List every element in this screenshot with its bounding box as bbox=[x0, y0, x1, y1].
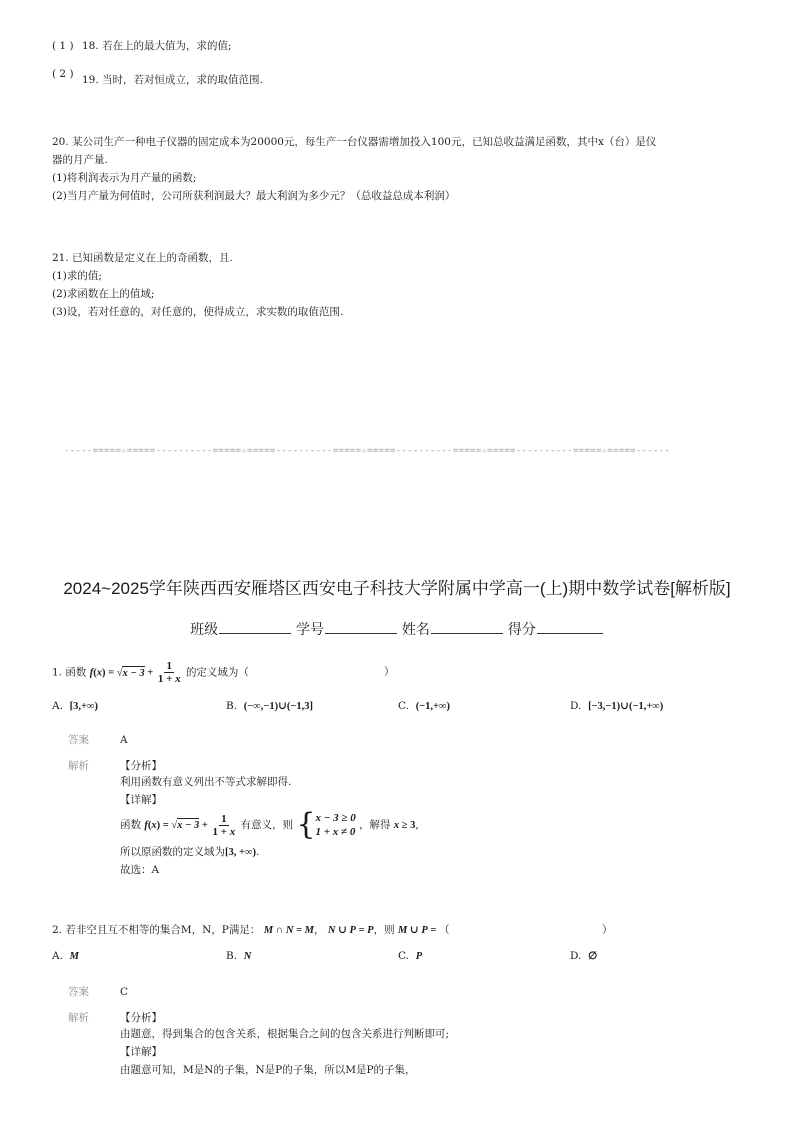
q1-answer-label: 答案 bbox=[68, 734, 89, 746]
q1-choose: 故选：A bbox=[120, 864, 160, 876]
q2-close-paren: ） bbox=[602, 924, 613, 936]
q2-xiangjie-tag: 【详解】 bbox=[120, 1046, 162, 1058]
q2-detail: 由题意可知，M是N的子集，N是P的子集，所以M是P的子集， bbox=[120, 1064, 416, 1076]
field-class-blank[interactable] bbox=[219, 620, 291, 634]
q21-sub3: (3)设，若对任意的，对任意的，使得成立，求实数的取值范围. bbox=[52, 306, 344, 318]
q21-line1: 21. 已知函数是定义在上的奇函数，且. bbox=[52, 252, 233, 264]
q2-option-b[interactable]: B. N bbox=[226, 950, 252, 962]
q1-stem: 1. 函数 f(x) = √x − 3 + $\frac{1}{1 + x}$ 的定义域为（ bbox=[52, 660, 249, 685]
exam-title: 2024~2025学年陕西西安雁塔区西安电子科技大学附属中学高一(上)期中数学试卷[解析版] bbox=[63, 579, 731, 598]
q1-analysis-label: 解析 bbox=[68, 760, 89, 772]
q18-text: 18. 若在上的最大值为，求的值; bbox=[82, 40, 232, 52]
q1-option-b[interactable]: B. (−∞,−1)∪(−1,3] bbox=[226, 700, 313, 712]
q1-option-c[interactable]: C. (−1,+∞) bbox=[398, 700, 451, 712]
q1-fenxi-tag: 【分析】 bbox=[120, 760, 162, 772]
q2-option-a[interactable]: A. M bbox=[52, 950, 79, 962]
q20-sub2: (2)当月产量为何值时，公司所获利润最大？最大利润为多少元？（总收益总成本利润） bbox=[52, 190, 456, 202]
field-score-blank[interactable] bbox=[537, 620, 603, 634]
q2-analysis-label: 解析 bbox=[68, 1012, 89, 1024]
q19-tag: ( 2 ) bbox=[52, 68, 74, 80]
q1-conclusion: 所以原函数的定义域为[3, +∞). bbox=[120, 846, 260, 858]
page-divider: -----=====☆=====----------=====☆=====----------=====☆=====----------=====☆=====----------=====☆=====------ bbox=[64, 446, 671, 456]
q1-stem-suffix: 的定义域为（ bbox=[185, 666, 249, 679]
q21-sub2: (2)求函数在上的值域; bbox=[52, 288, 155, 300]
q1-fenxi-text: 利用函数有意义列出不等式求解即得. bbox=[120, 776, 292, 788]
q20-sub1: (1)将利润表示为月产量的函数; bbox=[52, 172, 197, 184]
q2-fenxi-tag: 【分析】 bbox=[120, 1012, 162, 1024]
q1-option-a[interactable]: A. [3,+∞) bbox=[52, 700, 98, 712]
q19-text: 19. 当时，若对恒成立，求的取值范围. bbox=[82, 74, 263, 86]
q1-close-paren: ） bbox=[384, 666, 395, 678]
q1-xiangjie-tag: 【详解】 bbox=[120, 794, 162, 806]
q20-line1: 20. 某公司生产一种电子仪器的固定成本为20000元，每生产一台仪器需增加投入100元，已知总收益满足函数，其中x（台）是仪 bbox=[52, 136, 657, 148]
q1-option-d[interactable]: D. [−3,−1)∪(−1,+∞) bbox=[570, 700, 664, 712]
q2-fenxi-text: 由题意，得到集合的包含关系，根据集合之间的包含关系进行判断即可; bbox=[120, 1028, 450, 1040]
q1-formula: f bbox=[89, 667, 94, 679]
q2-option-c[interactable]: C. P bbox=[398, 950, 423, 962]
q2-answer-label: 答案 bbox=[68, 986, 89, 998]
q1-answer: A bbox=[120, 734, 128, 746]
field-name-label: 姓名 bbox=[401, 621, 430, 637]
q2-stem: 2. 若非空且互不相等的集合M，N，P满足： M ∩ N = M， N ∪ P = P，则 M ∪ P = （ bbox=[52, 924, 450, 936]
field-id-label: 学号 bbox=[296, 621, 325, 637]
field-name-blank[interactable] bbox=[431, 620, 503, 634]
q20-line2: 器的月产量. bbox=[52, 154, 108, 166]
q2-option-d[interactable]: D. ∅ bbox=[570, 950, 598, 962]
q1-stem-prefix: 1. 函数 bbox=[52, 666, 87, 679]
field-class-label: 班级 bbox=[190, 621, 219, 637]
q1-detail: 函数 f(x) = √x − 3 + $\frac{1}{1 + x}$ 有意义，则 {x − 3 ≥ 0 1 + x ≠ 0 ，解得 x ≥ 3, bbox=[120, 807, 419, 842]
field-id-blank[interactable] bbox=[325, 620, 397, 634]
q18-tag: ( 1 ) bbox=[52, 40, 74, 52]
q21-sub1: (1)求的值; bbox=[52, 270, 102, 282]
exam-fields bbox=[0, 619, 794, 639]
q2-answer: C bbox=[120, 986, 129, 998]
field-score-label: 得分 bbox=[507, 621, 536, 637]
